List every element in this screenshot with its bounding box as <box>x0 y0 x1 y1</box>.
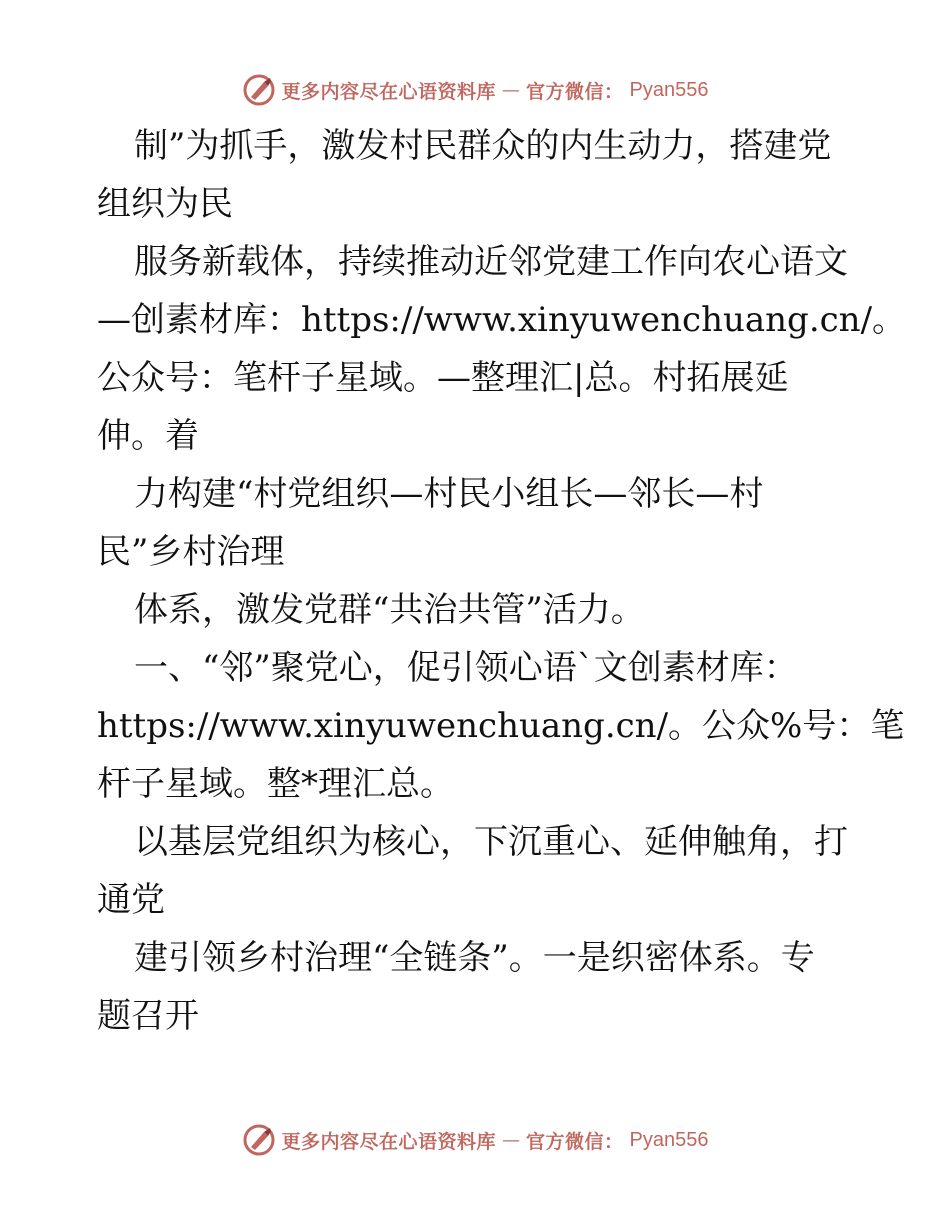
text-line: 建引领乡村治理“全链条”。一是织密体系。专 <box>134 938 815 978</box>
text-line: 制”为抓手，激发村民群众的内生动力，搭建党 <box>134 126 832 166</box>
banner-separator: — <box>502 1129 521 1151</box>
logo-icon <box>242 73 276 107</box>
banner-title: 更多内容尽在心语资料库 <box>281 80 497 103</box>
banner-separator: — <box>502 79 521 101</box>
banner-wechat-id: Pyan556 <box>629 78 709 101</box>
text-line: 公众号：笔杆子星域。—整理汇|总。村拓展延 <box>97 358 789 398</box>
text-line: 民”乡村治理 <box>97 532 285 572</box>
text-line: 题召开 <box>97 996 199 1036</box>
text-line: 体系，激发党群“共治共管”活力。 <box>134 590 645 630</box>
text-line: 组织为民 <box>97 184 233 224</box>
banner-wechat-label: 官方微信： <box>526 1130 624 1153</box>
banner-title: 更多内容尽在心语资料库 <box>281 1130 497 1153</box>
text-line: 伸。着 <box>97 416 199 456</box>
logo-icon <box>242 1123 276 1157</box>
header-banner <box>0 70 950 110</box>
text-line: —创素材库：https://www.xinyuwenchuang.cn/。 <box>97 300 907 340</box>
footer-banner <box>0 1120 950 1160</box>
document-body <box>97 117 907 1045</box>
text-line: 以基层党组织为核心，下沉重心、延伸触角，打 <box>134 822 848 862</box>
text-line: 服务新载体，持续推动近邻党建工作向农心语文 <box>134 242 848 282</box>
banner-wechat-id: Pyan556 <box>629 1128 709 1151</box>
text-line: 杆子星域。整*理汇总。 <box>97 764 454 804</box>
text-line: https://www.xinyuwenchuang.cn/。公众%号：笔 <box>97 706 905 746</box>
text-line: 通党 <box>97 880 165 920</box>
text-line: 一、“邻”聚党心，促引领心语`文创素材库： <box>134 648 798 688</box>
text-line: 力构建“村党组织—村民小组长—邻长—村 <box>134 474 764 514</box>
banner-wechat-label: 官方微信： <box>526 80 624 103</box>
